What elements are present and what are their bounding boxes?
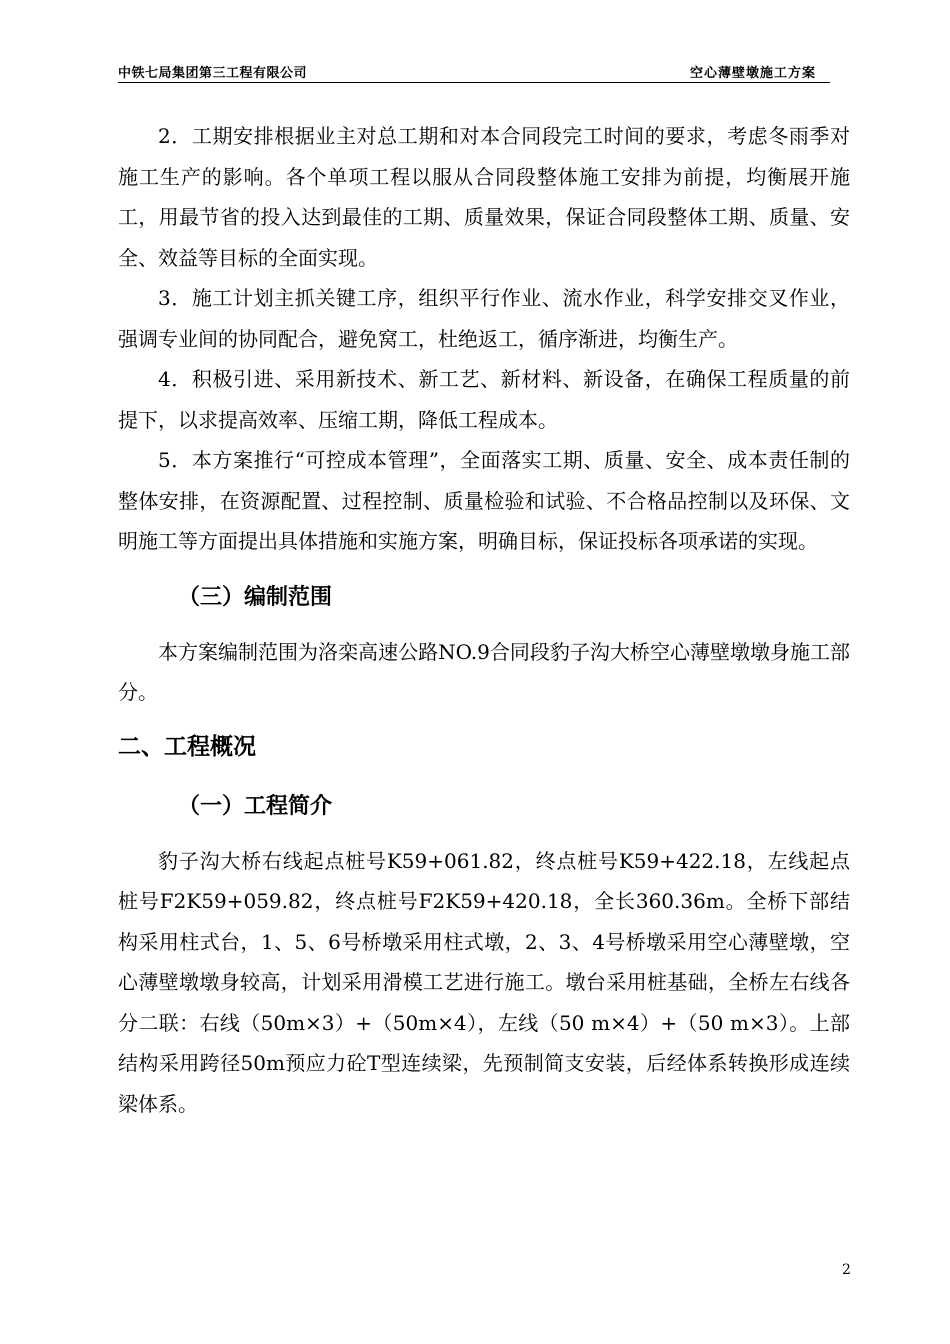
paragraph-item-3: 3．施工计划主抓关键工序，组织平行作业、流水作业，科学安排交叉作业，强调专业间的协同配合，避免窝工，杜绝返工，循序渐进，均衡生产。 <box>118 286 850 351</box>
paragraph-item-2: 2．工期安排根据业主对总工期和对本合同段完工时间的要求，考虑冬雨季对施工生产的影响。各个单项工程以服从合同段整体施工安排为前提，均衡展开施工，用最节省的投入达到最佳的工期、质量效果，保证合同段整体工期、质量、安全、效益等目标的全面实现。 <box>118 124 850 270</box>
page-number: 2 <box>842 1262 851 1278</box>
header-company: 中铁七局集团第三工程有限公司 <box>118 66 308 81</box>
page-header <box>118 58 830 83</box>
paragraph-item-4: 4．积极引进、采用新技术、新工艺、新材料、新设备，在确保工程质量的前提下，以求提高效率、压缩工期，降低工程成本。 <box>118 367 850 432</box>
paragraph-scope: 本方案编制范围为洛栾高速公路NO.9合同段豹子沟大桥空心薄壁墩墩身施工部分。 <box>118 639 850 704</box>
paragraph-item-5: 5．本方案推行“可控成本管理”，全面落实工期、质量、安全、成本责任制的整体安排，在资源配置、过程控制、质量检验和试验、不合格品控制以及环保、文明施工等方面提出具体措施和实施方案，明确目标，保证投标各项承诺的实现。 <box>118 448 850 553</box>
heading-section-2: 二、工程概况 <box>118 733 256 760</box>
paragraph-project-intro: 豹子沟大桥右线起点桩号K59+061.82，终点桩号K59+422.18，左线起点桩号F2K59+059.82，终点桩号F2K59+420.18，全长360.36m。全桥下部结构采用柱式台，1、5、6号桥墩采用柱式墩，2、3、4号桥墩采用空心薄壁墩，空心薄壁墩墩身较高，计划采用滑模工艺进行施工。墩台采用桩基础，全桥左右线各分二联：右线（50m×3）+（50m×4），左线（50 m×4）+（50 m×3）。上部结构采用跨径50m预应力砼T型连续梁，先预制简支安装，后经体系转换形成连续梁体系。 <box>118 848 850 1116</box>
heading-scope: （三）编制范围 <box>178 584 333 610</box>
header-doc-title: 空心薄壁墩施工方案 <box>689 66 816 81</box>
heading-project-intro: （一）工程简介 <box>178 793 333 819</box>
page-body <box>118 116 850 1124</box>
